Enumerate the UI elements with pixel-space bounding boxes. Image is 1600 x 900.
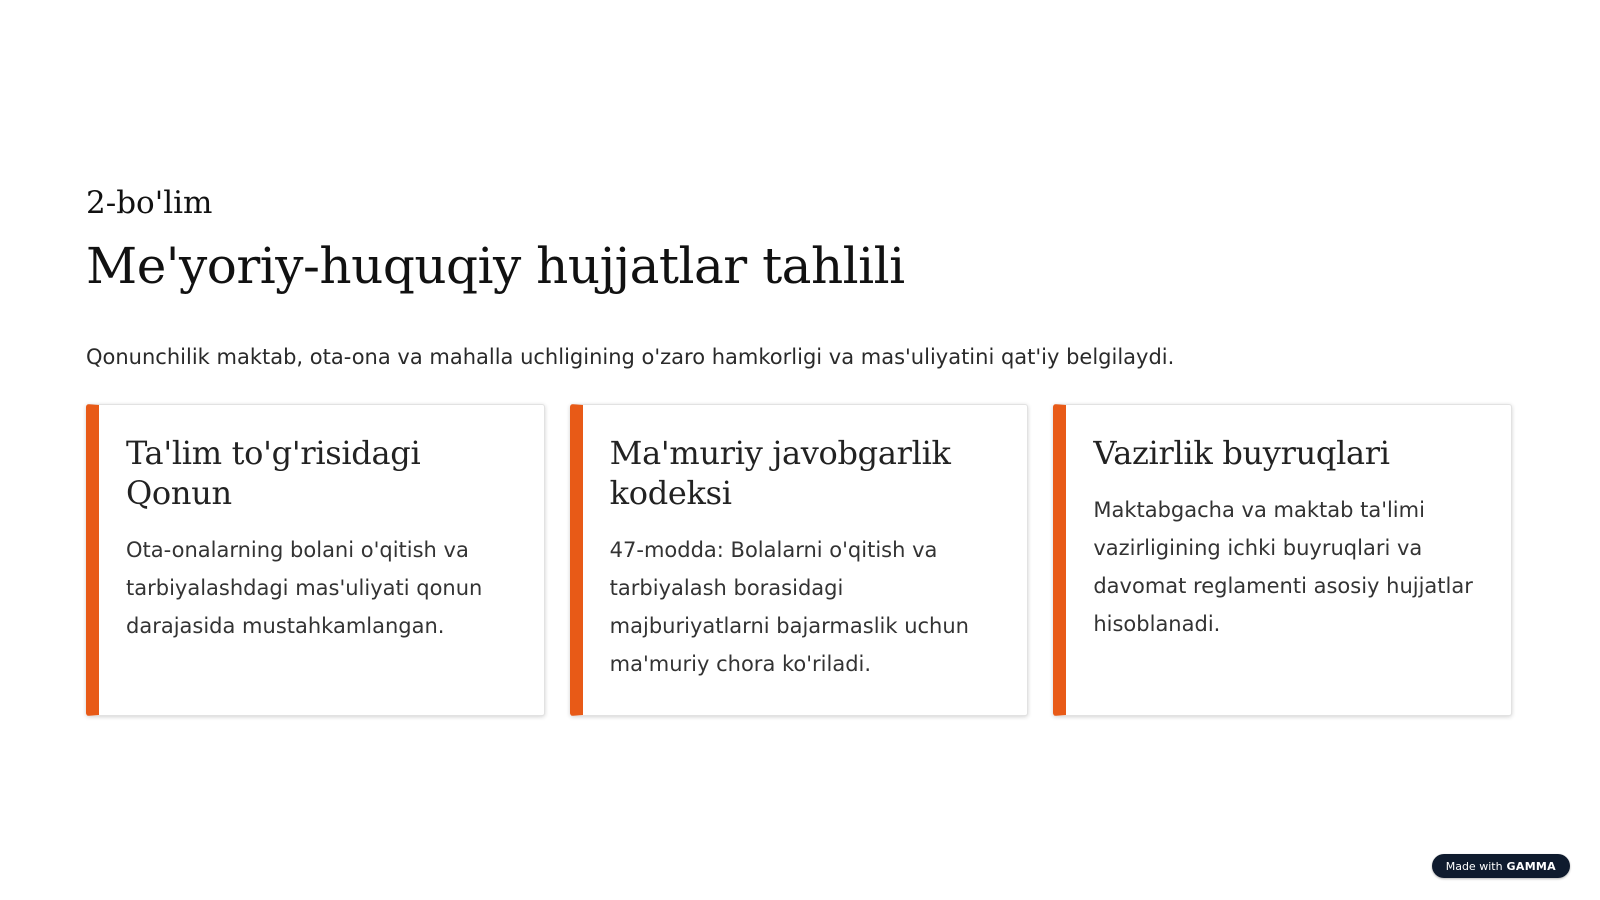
gamma-logo: GAMMA [1506, 859, 1556, 873]
card-body: Ota-onalarning bolani o'qitish va tarbiyalashdagi mas'uliyati qonun darajasida mustahkamlangan. [126, 538, 483, 638]
section-eyebrow: 2-bo'lim [86, 185, 213, 221]
card-body: Maktabgacha va maktab ta'limi vazirligining ichki buyruqlari va davomat reglamenti asosiy hujjatlar hisoblanadi. [1093, 498, 1473, 636]
card-title: Ma'muriy javobgarlik kodeksi [609, 434, 951, 512]
card-body: 47-modda: Bolalarni o'qitish va tarbiyalash borasidagi majburiyatlarni bajarmaslik uchun ma'muriy chora ko'riladi. [609, 538, 969, 676]
card-ministry-orders [1053, 404, 1512, 716]
card-title: Ta'lim to'g'risidagi Qonun [126, 434, 421, 512]
card-row [86, 404, 1512, 716]
card-title: Vazirlik buyruqlari [1093, 434, 1390, 472]
section-lead: Qonunchilik maktab, ota-ona va mahalla uchligining o'zaro hamkorligi va mas'uliyatini qat'iy belgilaydi. [86, 345, 1175, 369]
badge-prefix: Made with [1445, 859, 1503, 873]
card-education-law [86, 404, 545, 716]
made-with-gamma-badge[interactable] [1432, 854, 1570, 878]
card-administrative-code [570, 404, 1029, 716]
page-title: Me'yoriy-huquqiy hujjatlar tahlili [86, 237, 905, 295]
